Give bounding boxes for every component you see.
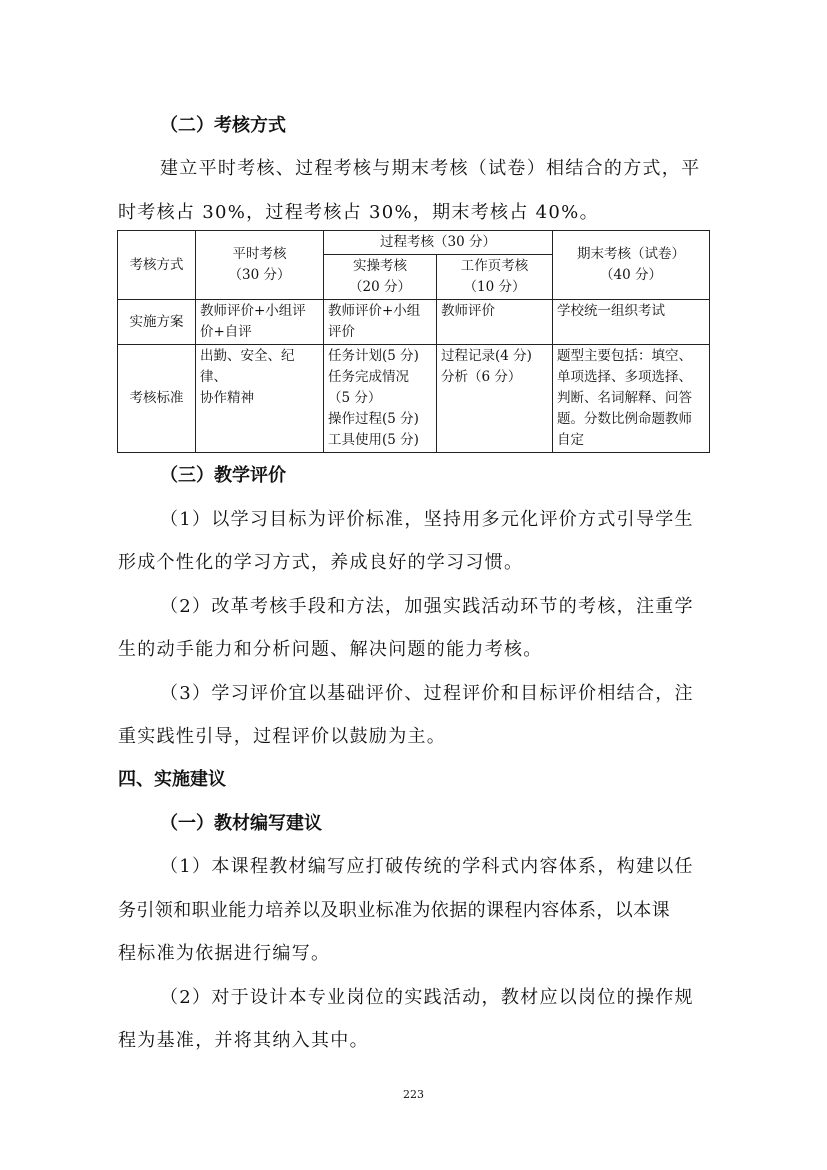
textbook-line-4: （2）对于设计本专业岗位的实践活动，教材应以岗位的操作规: [160, 987, 694, 1008]
std-worksheet: 过程记录(4 分) 分析（6 分）: [437, 345, 553, 453]
eval-line-5: （3）学习评价宜以基础评价、过程评价和目标评价相结合，注: [160, 683, 694, 704]
header-process: 过程考核（30 分）: [324, 231, 553, 255]
section-4-1-heading: （一）教材编写建议: [160, 813, 322, 834]
plan-worksheet: 教师评价: [437, 300, 553, 345]
assessment-table: [117, 230, 710, 453]
eval-line-1: （1）以学习目标为评价标准，坚持用多元化评价方式引导学生: [160, 509, 694, 530]
row-standard-label: 考核标准: [118, 345, 196, 453]
header-regular: 平时考核 （30 分）: [196, 231, 324, 300]
std-regular: 出勤、安全、纪律、 协作精神: [196, 345, 324, 453]
eval-line-3: （2）改革考核手段和方法，加强实践活动环节的考核，注重学: [160, 596, 694, 617]
header-method: 考核方式: [118, 231, 196, 300]
eval-line-2: 形成个性化的学习方式，养成良好的学习习惯。: [118, 552, 524, 573]
textbook-line-1: （1）本课程教材编写应打破传统的学科式内容体系，构建以任: [160, 856, 694, 877]
std-final: 题型主要包括：填空、 单项选择、多项选择、 判断、名词解释、问答 题。分数比例命题教师 自定: [553, 345, 710, 453]
section-2-heading: （二）考核方式: [160, 115, 286, 136]
plan-final: 学校统一组织考试: [553, 300, 710, 345]
table-header-row-1: [118, 231, 710, 255]
eval-line-6: 重实践性引导，过程评价以鼓励为主。: [118, 726, 447, 747]
textbook-line-3: 程标准为依据进行编写。: [118, 943, 331, 964]
row-plan-label: 实施方案: [118, 300, 196, 345]
textbook-line-2: 务引领和职业能力培养以及职业标准为依据的课程内容体系，以本课: [118, 900, 670, 921]
page-number: 223: [403, 1088, 424, 1101]
table-row-plan: [118, 300, 710, 345]
header-worksheet: 工作页考核 （10 分）: [437, 255, 553, 300]
header-final: 期末考核（试卷） （40 分）: [553, 231, 710, 300]
header-practical: 实操考核 （20 分）: [324, 255, 437, 300]
eval-line-4: 生的动手能力和分析问题、解决问题的能力考核。: [118, 639, 543, 660]
intro-line-1: 建立平时考核、过程考核与期末考核（试卷）相结合的方式，平: [160, 158, 701, 179]
std-practical: 任务计划(5 分) 任务完成情况 （5 分） 操作过程(5 分) 工具使用(5 分): [324, 345, 437, 453]
chapter-4-heading: 四、实施建议: [118, 769, 226, 790]
section-3-heading: （三）教学评价: [160, 465, 286, 486]
plan-regular: 教师评价+小组评 价+自评: [196, 300, 324, 345]
textbook-line-5: 程为基准，并将其纳入其中。: [118, 1030, 369, 1051]
plan-practical: 教师评价+小组 评价: [324, 300, 437, 345]
table-row-standard: [118, 345, 710, 453]
intro-line-2: 时考核占 30%，过程考核占 30%，期末考核占 40%。: [118, 202, 599, 223]
